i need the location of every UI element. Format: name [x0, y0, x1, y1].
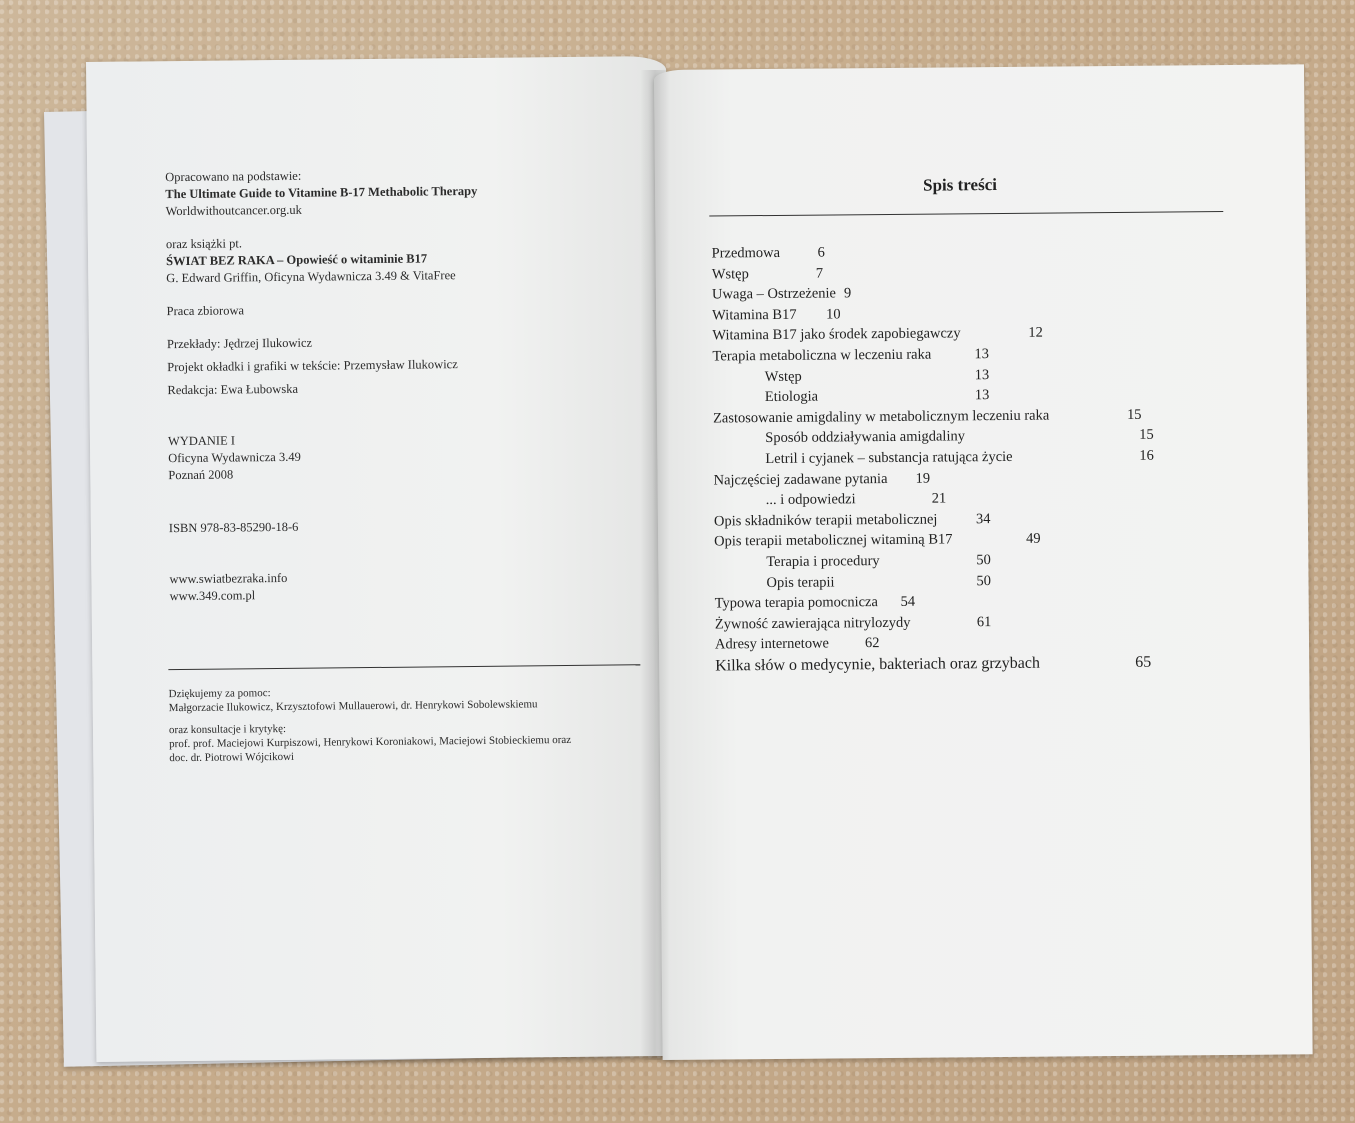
toc-entry-page: 13 [974, 387, 990, 404]
toc-entry-title: Letril i cyjanek – substancja ratująca życie [765, 448, 1013, 467]
toc-entry-page: 13 [974, 346, 990, 363]
toc-entry-page: 65 [1135, 653, 1152, 671]
toc-entry-page: 7 [815, 265, 824, 282]
toc-entry-title: Opis terapii [766, 573, 835, 591]
urls-block [169, 566, 649, 605]
toc-entry-page: 21 [931, 490, 947, 507]
toc-divider [709, 211, 1223, 216]
url-349: www.349.com.pl [169, 588, 256, 604]
toc-entry-page: 6 [817, 244, 825, 261]
toc-title: Spis treści [923, 175, 998, 195]
thanks-names: Małgorzacie Ilukowicz, Krzysztofowi Mullauerowi, dr. Henrykowi Sobolewskiemu [168, 698, 538, 715]
toc-entry [715, 653, 1235, 682]
toc-entry-page: 61 [976, 613, 992, 630]
edition: WYDANIE I [167, 433, 236, 449]
toc-entry-title: Wstęp [711, 265, 749, 283]
toc-entry-page: 15 [1139, 426, 1154, 444]
toc-entry-title: Przedmowa [711, 244, 781, 262]
toc-entry-page: 54 [900, 593, 916, 610]
toc-entry-title: Zastosowanie amigdaliny w metabolicznym leczeniu raka [712, 407, 1050, 427]
source-intro: Opracowano na podstawie: [165, 168, 302, 185]
toc-entry-title: Kilka słów o medycynie, bakteriach oraz grzybach [715, 654, 1041, 675]
toc-entry-page: 16 [1139, 447, 1154, 464]
thanks-block [169, 682, 650, 765]
toc-entry-title: Terapia i procedury [766, 552, 880, 570]
left-page [86, 56, 676, 1062]
toc-entry-page: 50 [976, 572, 992, 589]
toc-entry-title: Terapia metaboliczna w leczeniu raka [712, 346, 932, 365]
source-site: Worldwithoutcancer.org.uk [165, 202, 302, 219]
right-page [654, 64, 1313, 1060]
toc-entry-page: 49 [1026, 530, 1041, 548]
edition-block [168, 428, 649, 484]
toc-entry-page: 10 [826, 306, 841, 323]
imprint-block [165, 164, 650, 605]
toc-entry-title: Sposób oddziaływania amigdaliny [765, 428, 966, 447]
toc-entry-title: Opis składników terapii metabolicznej [713, 511, 938, 530]
collective-work: Praca zbiorowa [166, 303, 245, 319]
toc-entry-title: Adresy internetowe [714, 635, 830, 653]
toc-entry-page: 34 [975, 510, 991, 527]
isbn: ISBN 978-83-85290-18-6 [168, 519, 299, 536]
book-block [166, 231, 647, 287]
toc-entry-page: 9 [843, 285, 852, 302]
toc-entry-title: Opis terapii metabolicznej witaminą B17 [714, 531, 953, 550]
consult-intro: oraz konsultacje i krytykę: [168, 722, 287, 737]
translation-credit: Przekłady: Jędrzej Ilukowicz [166, 335, 313, 352]
toc-entry-title: Wstęp [764, 368, 802, 385]
consult-line-2: doc. dr. Piotrowi Wójcikowi [169, 750, 295, 765]
toc-entry-page: 19 [915, 470, 931, 487]
book-intro: oraz książki pt. [165, 236, 242, 252]
book-title: ŚWIAT BEZ RAKA – Opowieść o witaminie B17 [166, 251, 428, 269]
toc-entry-title: Witamina B17 [712, 306, 797, 324]
divider-line [168, 664, 640, 670]
url-swiatbezraka: www.swiatbezraka.info [169, 570, 288, 587]
design-credit: Projekt okładki i grafiki w tekście: Przemysław Ilukowicz [167, 357, 458, 375]
source-title: The Ultimate Guide to Vitamine B-17 Methabolic Therapy [165, 183, 478, 202]
book-author: G. Edward Griffin, Oficyna Wydawnicza 3.49 & VitaFree [166, 268, 456, 286]
place-year: Poznań 2008 [168, 467, 234, 483]
toc-entry-page: 12 [1028, 324, 1043, 342]
source-block [165, 164, 646, 220]
toc-entry-title: Uwaga – Ostrzeżenie [711, 285, 837, 303]
table-of-contents [712, 241, 1236, 681]
toc-entry-title: Witamina B17 jako środek zapobiegawczy [712, 325, 961, 344]
editing-credit: Redakcja: Ewa Łubowska [167, 381, 299, 398]
consult-block [169, 718, 649, 765]
toc-entry-title: Typowa terapia pomocnicza [714, 594, 878, 612]
thanks-intro: Dziękujemy za pomoc: [168, 687, 271, 701]
toc-entry-title: Najczęściej zadawane pytania [713, 470, 888, 489]
toc-entry-page: 50 [976, 551, 991, 569]
toc-entry-title: ... i odpowiedzi [765, 491, 856, 509]
toc-entry-page: 62 [864, 635, 880, 652]
toc-entry-title: Etiologia [764, 388, 819, 406]
publisher: Oficyna Wydawnicza 3.49 [168, 449, 301, 466]
book-gutter [640, 70, 670, 1060]
thanks-help [169, 682, 649, 715]
toc-entry-page: 13 [974, 366, 990, 383]
toc-entry-title: Żywność zawierająca nitrylozydy [714, 614, 911, 633]
consult-line-1: prof. prof. Maciejowi Kurpiszowi, Henrykowi Koroniakowi, Maciejowi Stobieckiemu oraz [169, 733, 572, 751]
toc-entry-page: 15 [1126, 406, 1142, 423]
